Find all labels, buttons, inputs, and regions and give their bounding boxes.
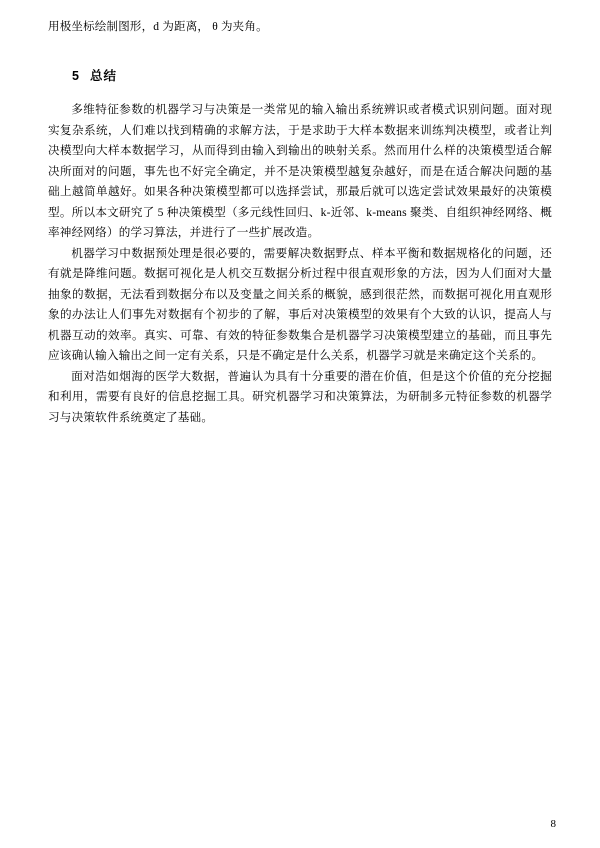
page-number: 8	[550, 818, 556, 830]
body-text	[48, 100, 552, 428]
section-title: 总结	[89, 69, 117, 83]
figure-caption: 用极坐标绘制图形，d 为距离， θ 为夹角。	[48, 21, 268, 33]
section-heading	[72, 66, 117, 84]
section-number: 5	[72, 69, 80, 83]
paragraph: 机器学习中数据预处理是很必要的，需要解决数据野点、样本平衡和数据规格化的问题，还有就是降维问题。数据可视化是人机交互数据分析过程中很直观形象的方法，因为人们面对大量抽象的数据，无法看到数据分布以及变量之间关系的概貌，感到很茫然，而数据可视化用直观形象的办法让人们事先对数据有个初步的了解，事后对决策模型的效果有个大致的认识，提高人与机器互动的效率。真实、可靠、有效的特征参数集合是机器学习决策模型建立的基础，而且事先应该确认输入输出之间一定有关系，只是不确定是什么关系，机器学习就是来确定这个关系的。	[48, 246, 552, 362]
paragraph: 面对浩如烟海的医学大数据，普遍认为具有十分重要的潜在价值，但是这个价值的充分挖掘和利用，需要有良好的信息挖掘工具。研究机器学习和决策算法，为研制多元特征参数的机器学习与决策软件系统奠定了基础。	[48, 369, 552, 424]
paragraph: 多维特征参数的机器学习与决策是一类常见的输入输出系统辨识或者模式识别问题。面对现实复杂系统，人们难以找到精确的求解方法，于是求助于大样本数据来训练判决模型，或者让判决模型向大样本数据学习，从而得到由输入到输出的映射关系。然而用什么样的决策模型适合解决所面对的问题，事先也不好完全确定，并不是决策模型越复杂越好，而是在适合解决问题的基础上越简单越好。如果各种决策模型都可以选择尝试，那最后就可以选定尝试效果最好的决策模型。所以本文研究了 5 种决策模型（多元线性回归、k-近邻、k-means 聚类、自组织神经网络、概率神经网络）的学习算法，并进行了一些扩展改造。	[48, 103, 552, 239]
